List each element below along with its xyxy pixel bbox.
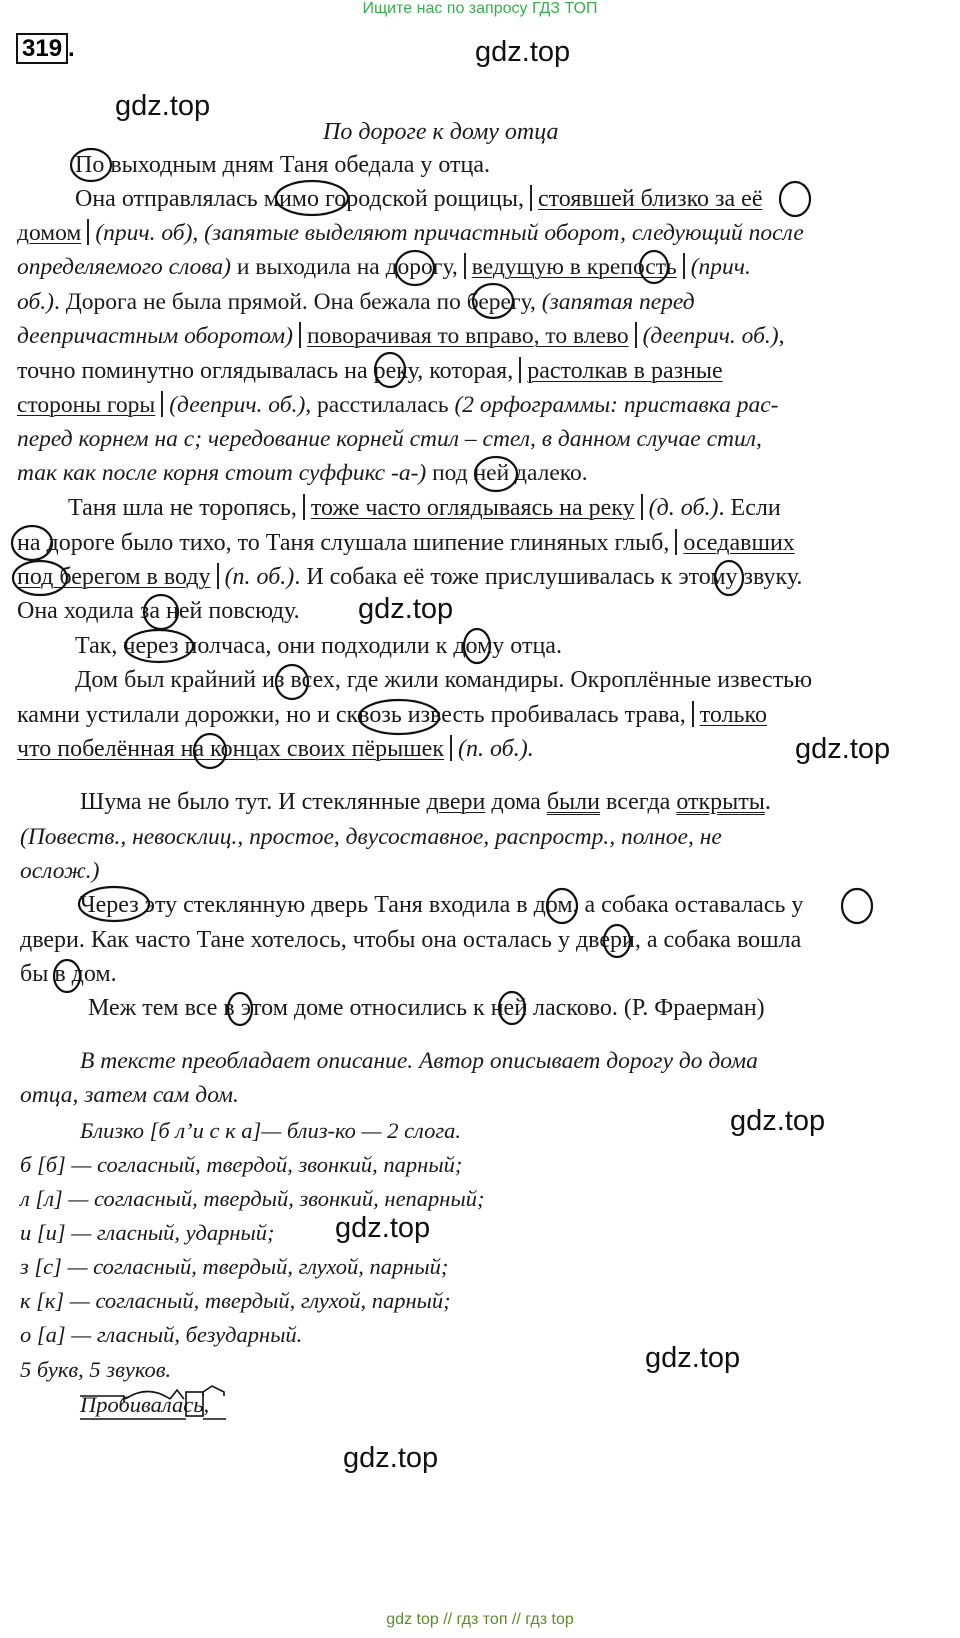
analysis-line: Близко [б л’и с к а]— близ-ко — 2 слога. (80, 1118, 462, 1143)
analysis-line: отца, затем сам дом. (20, 1082, 239, 1108)
text-line: перед корнем на с; чередование корней стил – стел, в данном случае стил, (17, 426, 762, 452)
watermark: gdz.top (358, 593, 454, 625)
morpheme-word: Пробивалась, (80, 1392, 210, 1417)
text-line: Она отправлялась мимо городской рощицы, стоявшей близко за её (75, 186, 763, 212)
text-line: домом (прич. об), (запятые выделяют причастный оборот, следующий после (17, 220, 804, 246)
text-line: Дом был крайний из всех, где жили командиры. Окроплённые известью (75, 667, 813, 693)
text-line: камни устилали дорожки, но и сквозь известь пробивалась трава, только (17, 702, 767, 728)
analysis-line: к [к] — согласный, твердый, глухой, парный; (20, 1288, 451, 1313)
analysis-line: б [б] — согласный, твердой, звонкий, парный; (20, 1152, 463, 1177)
analysis-line: л [л] — согласный, твердый, звонкий, непарный; (20, 1186, 485, 1211)
analysis-line: з [с] — согласный, твердый, глухой, парный; (20, 1254, 449, 1279)
text-line: стороны горы (дееприч. об.), расстилалась (2 орфограммы: приставка рас- (17, 392, 779, 418)
text-line: По выходным дням Таня обедала у отца. (75, 152, 491, 178)
text-line: ослож.) (20, 858, 100, 884)
text-line: определяемого слова) и выходила на дорогу, ведущую в крепость (прич. (17, 254, 751, 280)
top-banner: Ищите нас по запросу ГДЗ ТОП (362, 0, 598, 17)
text-line: (Повеств., невосклиц., простое, двусоставное, распростр., полное, не (20, 824, 722, 850)
circle-mark (780, 182, 810, 216)
text-line: Меж тем все в этом доме относились к ней ласково. (Р. Фраерман) (88, 995, 765, 1021)
analysis-line: и [и] — гласный, ударный; (20, 1220, 275, 1245)
text-title: По дороге к дому отца (323, 119, 559, 145)
watermark: gdz.top (343, 1442, 439, 1474)
text-line: двери. Как часто Тане хотелось, чтобы она осталась у двери, а собака вошла (20, 927, 802, 953)
watermark: gdz.top (475, 36, 571, 68)
watermark: gdz.top (645, 1342, 741, 1374)
text-line: об.). Дорога не была прямой. Она бежала по берегу, (запятая перед (17, 289, 695, 315)
text-line: Шума не было тут. И стеклянные двери дома были всегда открыты. (80, 789, 771, 815)
analysis-line: о [а] — гласный, безударный. (20, 1322, 303, 1347)
text-line: на дороге было тихо, то Таня слушала шипение глиняных глыб, оседавших (17, 530, 795, 556)
text-line: Так, через полчаса, они подходили к дому отца. (75, 633, 562, 659)
circle-mark (842, 889, 872, 923)
text-line: Она ходила за ней повсюду. (17, 598, 300, 624)
bottom-banner: gdz top // гдз топ // гдз top (386, 1611, 574, 1628)
text-line: Через эту стеклянную дверь Таня входила в дом, а собака оставалась у (80, 892, 804, 918)
text-line: под берегом в воду (п. об.). И собака её тоже прислушивалась к этому звуку. (17, 564, 803, 590)
watermark: gdz.top (335, 1212, 431, 1244)
watermark: gdz.top (730, 1105, 826, 1137)
text-line: что побелённая на концах своих пёрышек (п. об.). (17, 736, 534, 762)
watermark: gdz.top (115, 90, 211, 122)
text-line: Таня шла не торопясь, тоже часто оглядываясь на реку (д. об.). Если (68, 495, 781, 521)
text-line: точно поминутно оглядывалась на реку, которая, растолкав в разные (17, 358, 723, 384)
analysis-line: 5 букв, 5 звуков. (20, 1357, 172, 1382)
text-line: деепричастным оборотом) поворачивая то вправо, то влево (дееприч. об.), (17, 323, 785, 349)
text-line: так как после корня стоит суффикс -а-) под ней далеко. (17, 460, 588, 486)
exercise-number: 319 . (16, 36, 75, 62)
analysis-line: В тексте преобладает описание. Автор описывает дорогу до дома (80, 1048, 758, 1074)
watermark: gdz.top (795, 733, 891, 765)
text-line: бы в дом. (20, 961, 117, 987)
